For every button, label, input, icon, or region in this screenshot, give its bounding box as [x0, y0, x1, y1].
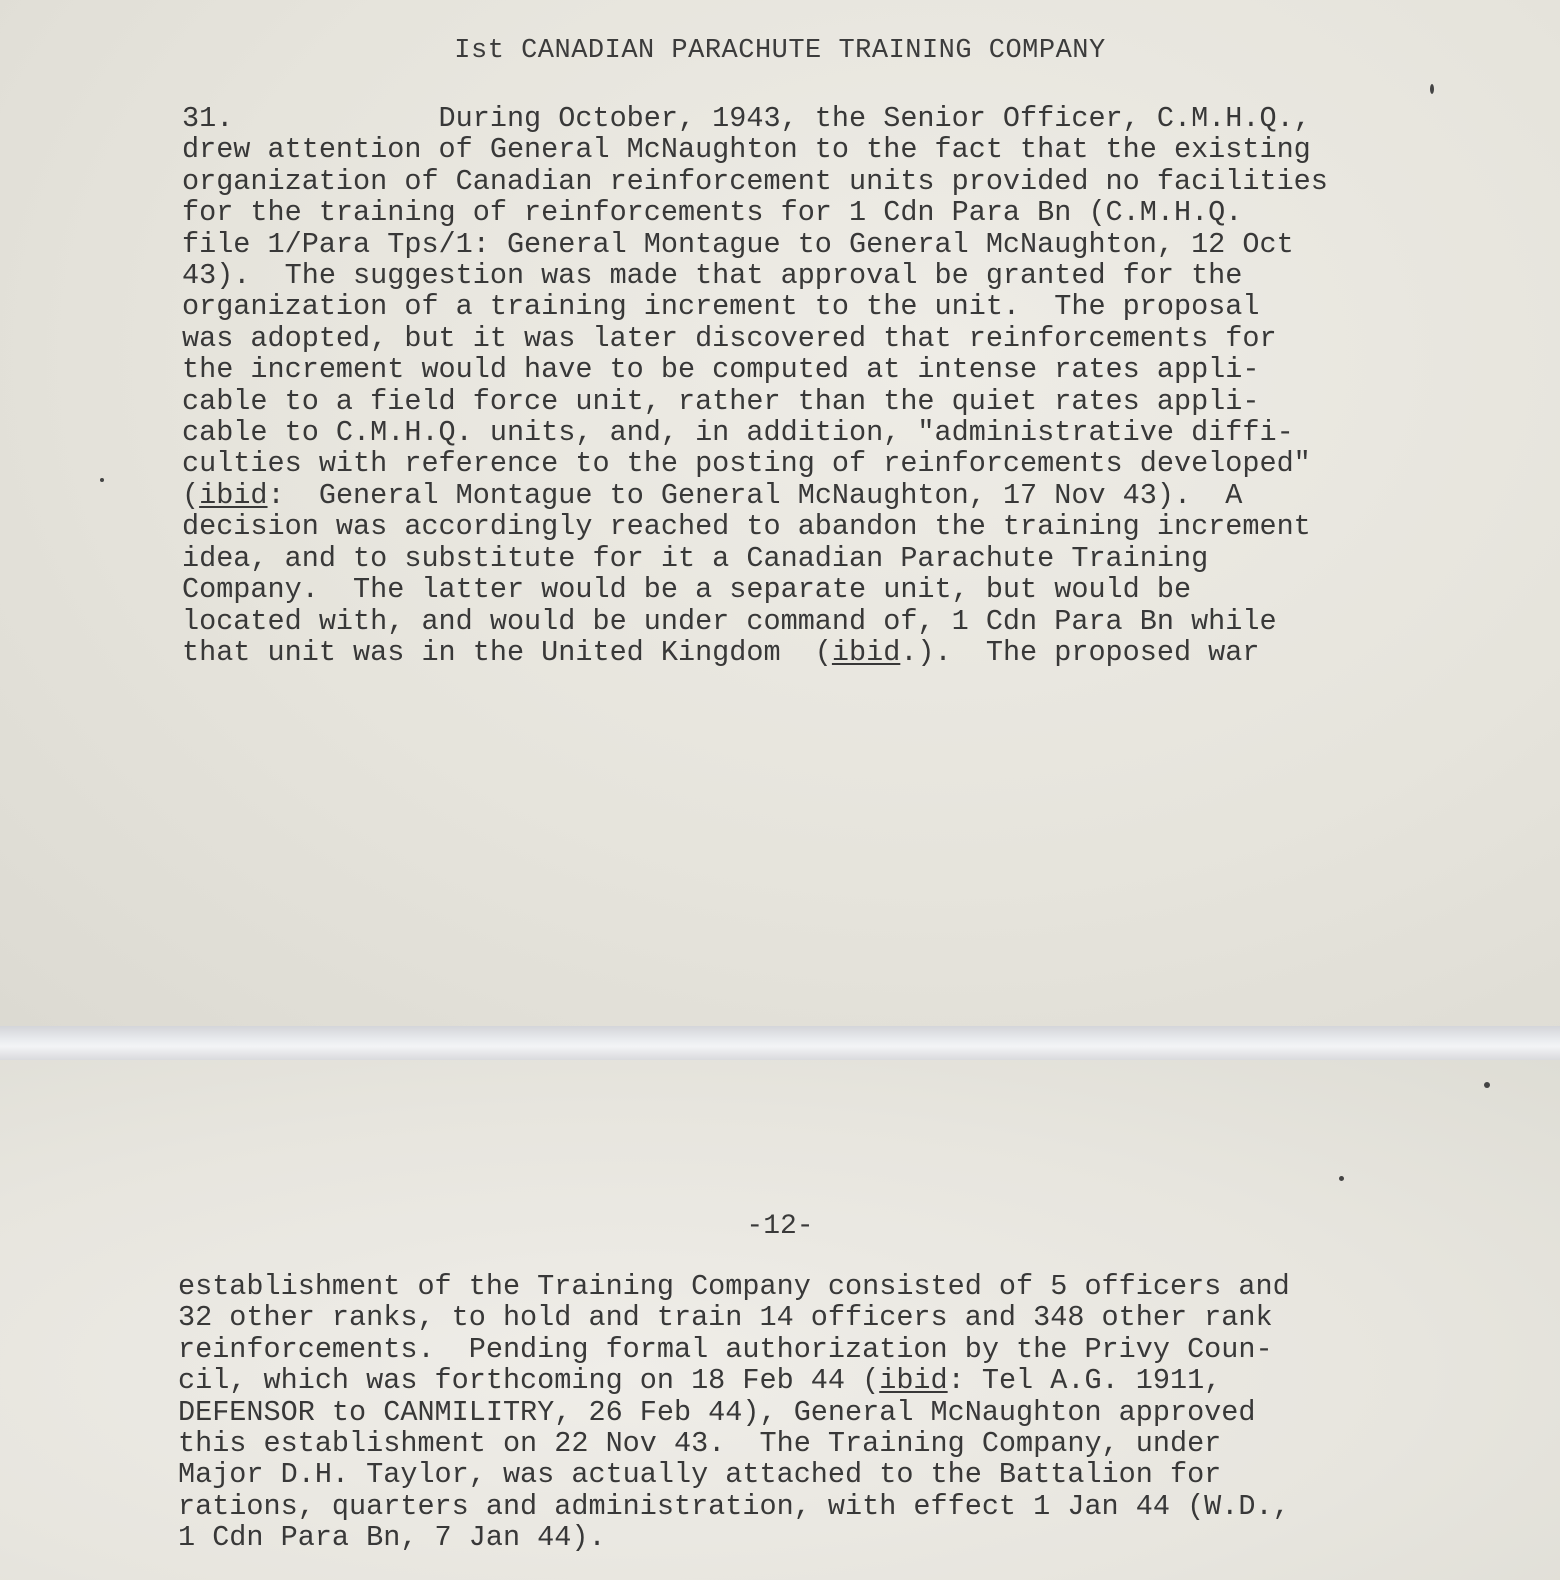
text-line: for the training of reinforcements for 1 Cdn Para Bn (C.M.H.Q. [182, 196, 1243, 230]
paper-speck [1484, 1082, 1490, 1088]
text-line: organization of Canadian reinforcement units provided no facilities [182, 164, 1328, 198]
text-line: rations, quarters and administration, with effect 1 Jan 44 (W.D., [178, 1489, 1290, 1523]
text-line: (ibid: General Montague to General McNaughton, 17 Nov 43). A [182, 478, 1243, 512]
text-line: establishment of the Training Company consisted of 5 officers and [178, 1270, 1290, 1303]
text-line: decision was accordingly reached to abandon the training increment [182, 510, 1311, 544]
page-divider [0, 1026, 1560, 1060]
text-line: Company. The latter would be a separate unit, but would be [182, 573, 1192, 607]
text-line: 43). The suggestion was made that approval be granted for the [182, 259, 1243, 293]
text-line: 32 other ranks, to hold and train 14 officers and 348 other rank [178, 1301, 1273, 1335]
page-heading: Ist CANADIAN PARACHUTE TRAINING COMPANY [454, 36, 1106, 66]
text-line: organization of a training increment to the unit. The proposal [182, 290, 1260, 324]
ibid-reference: ibid [831, 635, 901, 669]
paragraph-continued [178, 1271, 1290, 1554]
text-line: DEFENSOR to CANMILITRY, 26 Feb 44), General McNaughton approved [178, 1395, 1256, 1429]
text-line: located with, and would be under command of, 1 Cdn Para Bn while [182, 604, 1277, 638]
paper-speck [1339, 1176, 1344, 1181]
paragraph-31 [182, 103, 1328, 668]
text-line: reinforcements. Pending formal authorization by the Privy Coun- [178, 1332, 1273, 1366]
text-line: was adopted, but it was later discovered that reinforcements for [182, 321, 1277, 355]
text-line: this establishment on 22 Nov 43. The Training Company, under [178, 1427, 1222, 1461]
paper-speck [100, 478, 104, 482]
text-line: the increment would have to be computed at intense rates appli- [182, 353, 1260, 387]
text-line: 1 Cdn Para Bn, 7 Jan 44). [178, 1521, 606, 1555]
text-line: cable to C.M.H.Q. units, and, in addition, "administrative diffi- [182, 416, 1294, 450]
paper-speck [1430, 84, 1434, 94]
text-line: cable to a field force unit, rather than the quiet rates appli- [182, 384, 1260, 418]
text-line: cil, which was forthcoming on 18 Feb 44 (ibid: Tel A.G. 1911, [178, 1364, 1222, 1398]
text-line: idea, and to substitute for it a Canadian Parachute Training [182, 541, 1209, 575]
text-line: that unit was in the United Kingdom (ibid.). The proposed war [182, 635, 1260, 669]
page-number: -12- [746, 1211, 814, 1242]
text-line: drew attention of General McNaughton to the fact that the existing [182, 133, 1311, 167]
text-line: 31. During October, 1943, the Senior Officer, C.M.H.Q., [182, 102, 1311, 135]
text-line: file 1/Para Tps/1: General Montague to General McNaughton, 12 Oct [182, 227, 1294, 261]
ibid-reference: ibid [199, 478, 268, 512]
ibid-reference: ibid [879, 1364, 948, 1398]
text-line: Major D.H. Taylor, was actually attached to the Battalion for [178, 1458, 1222, 1492]
text-line: culties with reference to the posting of reinforcements developed" [182, 447, 1311, 481]
